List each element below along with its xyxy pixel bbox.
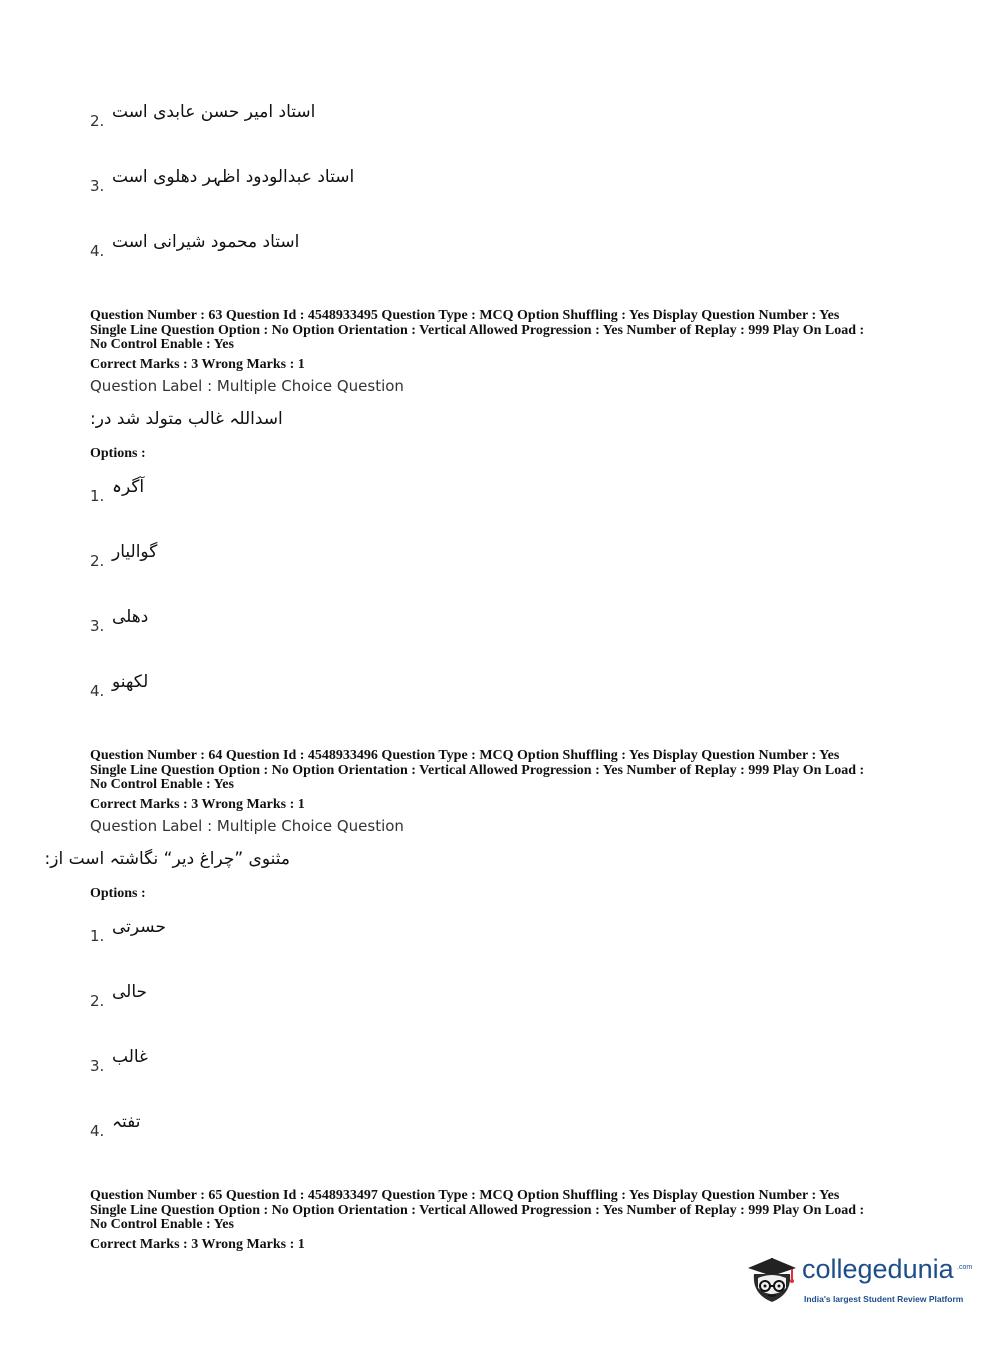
option-number: 2. — [90, 552, 105, 570]
meta-line: No Control Enable : Yes — [90, 337, 234, 352]
question-64-text: مثنوی ”چراغ دیر“ نگاشتہ است از: — [44, 849, 290, 869]
question-63-options-heading: Options : — [90, 446, 146, 461]
question-64-meta — [90, 749, 920, 793]
option-item — [90, 1015, 390, 1075]
option-item — [90, 445, 390, 505]
option-number: 4. — [90, 242, 105, 260]
option-number: 2. — [90, 112, 105, 130]
option-text: آگرہ — [112, 477, 145, 497]
brand-name: collegedunia — [802, 1254, 954, 1284]
question-63-text: اسداللہ غالب متولد شد در: — [90, 409, 283, 429]
option-text: حسرتی — [112, 917, 166, 937]
option-number: 1. — [90, 487, 105, 505]
option-text: غالب — [112, 1047, 148, 1067]
mascot-icon — [742, 1250, 802, 1312]
question-63-marks: Correct Marks : 3 Wrong Marks : 1 — [90, 357, 305, 372]
meta-line: Question Number : 64 Question Id : 4548933496 Question Type : MCQ Option Shuffling : Yes Display Question Number : Yes — [90, 748, 840, 763]
option-item — [90, 70, 390, 130]
option-item — [90, 200, 390, 260]
question-65-meta — [90, 1189, 920, 1233]
question-64-options-heading: Options : — [90, 886, 146, 901]
option-text: تفتہ — [112, 1112, 141, 1132]
option-item — [90, 575, 390, 635]
question-65-marks: Correct Marks : 3 Wrong Marks : 1 — [90, 1237, 305, 1252]
option-number: 1. — [90, 927, 105, 945]
option-text: لکھنو — [112, 672, 149, 692]
meta-line: Single Line Question Option : No Option Orientation : Vertical Allowed Progression : Yes Number of Replay : 999 Play On Load : — [90, 1202, 865, 1218]
option-text: استاد محمود شیرانی است — [112, 232, 300, 252]
meta-line: No Control Enable : Yes — [90, 777, 234, 792]
question-64-label: Question Label : Multiple Choice Question — [90, 817, 404, 835]
question-63-label: Question Label : Multiple Choice Question — [90, 377, 404, 395]
option-item — [90, 510, 390, 570]
option-number: 4. — [90, 682, 105, 700]
option-item — [90, 1080, 390, 1140]
option-text: دهلی — [112, 607, 149, 627]
meta-line: Question Number : 63 Question Id : 4548933495 Question Type : MCQ Option Shuffling : Yes Display Question Number : Yes — [90, 308, 840, 323]
option-number: 3. — [90, 177, 105, 195]
question-63-meta — [90, 309, 920, 353]
meta-line: Single Line Question Option : No Option Orientation : Vertical Allowed Progression : Yes Number of Replay : 999 Play On Load : — [90, 322, 865, 338]
option-number: 4. — [90, 1122, 105, 1140]
collegedunia-logo — [742, 1250, 972, 1320]
option-text: استاد امیر حسن عابدی است — [112, 102, 316, 122]
option-item — [90, 640, 390, 700]
option-number: 3. — [90, 1057, 105, 1075]
option-number: 3. — [90, 617, 105, 635]
option-text: استاد عبدالودود اظہر دهلوی است — [112, 167, 355, 187]
brand-suffix: .com — [957, 1264, 973, 1271]
option-text: حالی — [112, 982, 148, 1002]
option-number: 2. — [90, 992, 105, 1010]
option-item — [90, 885, 390, 945]
option-text: گوالیار — [112, 542, 158, 562]
meta-line: No Control Enable : Yes — [90, 1217, 234, 1232]
meta-line: Question Number : 65 Question Id : 4548933497 Question Type : MCQ Option Shuffling : Yes Display Question Number : Yes — [90, 1188, 840, 1203]
option-item — [90, 950, 390, 1010]
meta-line: Single Line Question Option : No Option Orientation : Vertical Allowed Progression : Yes Number of Replay : 999 Play On Load : — [90, 762, 865, 778]
question-64-marks: Correct Marks : 3 Wrong Marks : 1 — [90, 797, 305, 812]
brand-tagline: India's largest Student Review Platform — [804, 1294, 964, 1304]
option-item — [90, 135, 390, 195]
